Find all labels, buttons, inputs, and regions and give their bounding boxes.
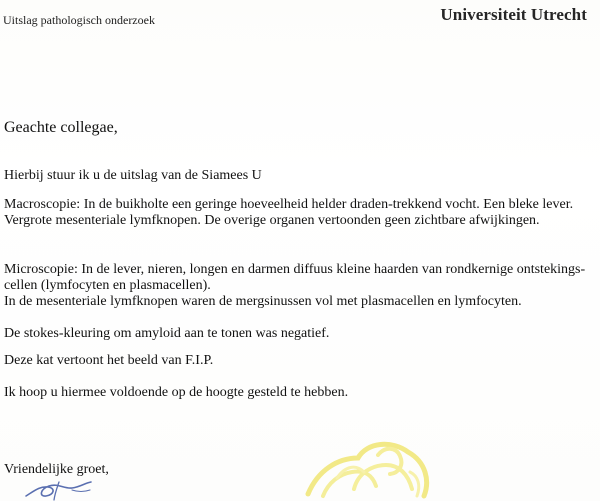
university-name: Universiteit Utrecht	[440, 5, 587, 24]
conclusion-section	[4, 353, 594, 369]
macroscopy-text: Macroscopie: In de buikholte een geringe hoeveelheid helder draden-trekkend vocht. Een bleke lever. Vergrote mesenteriale lymfknopen. De overige organen vertoonden geen zichtbare afwijkingen.	[4, 197, 574, 228]
stain-section	[4, 326, 594, 342]
macroscopy-section	[4, 197, 594, 229]
farewell-text: Vriendelijke groet,	[4, 462, 109, 477]
intro-text: Hierbij stuur ik u de uitslag van de Siamees U	[4, 168, 262, 183]
closing-text: Ik hoop u hiermee voldoende op de hoogte gesteld te hebben.	[4, 385, 349, 400]
stain-text: De stokes-kleuring om amyloid aan te tonen was negatief.	[4, 326, 330, 341]
microscopy-text-2: In de mesenteriale lymfknopen waren de mergsinussen vol met plasmacellen en lymfocyten.	[4, 294, 522, 309]
signature-icon	[24, 478, 104, 501]
letter-intro	[4, 168, 594, 184]
microscopy-text-1: Microscopie: In de lever, nieren, longen en darmen diffuus kleine haarden van rondkernige ontstekings-cellen (lymfocyten en plasmacellen).	[4, 262, 586, 293]
university-seal-icon	[300, 434, 435, 501]
closing-section	[4, 385, 594, 401]
microscopy-section	[4, 262, 594, 310]
document-header-label: Uitslag pathologisch onderzoek	[3, 13, 155, 27]
farewell-section	[4, 462, 594, 478]
letter-greeting	[4, 120, 594, 136]
greeting-text: Geachte collegae,	[4, 119, 118, 136]
conclusion-text: Deze kat vertoont het beeld van F.I.P.	[4, 353, 214, 368]
